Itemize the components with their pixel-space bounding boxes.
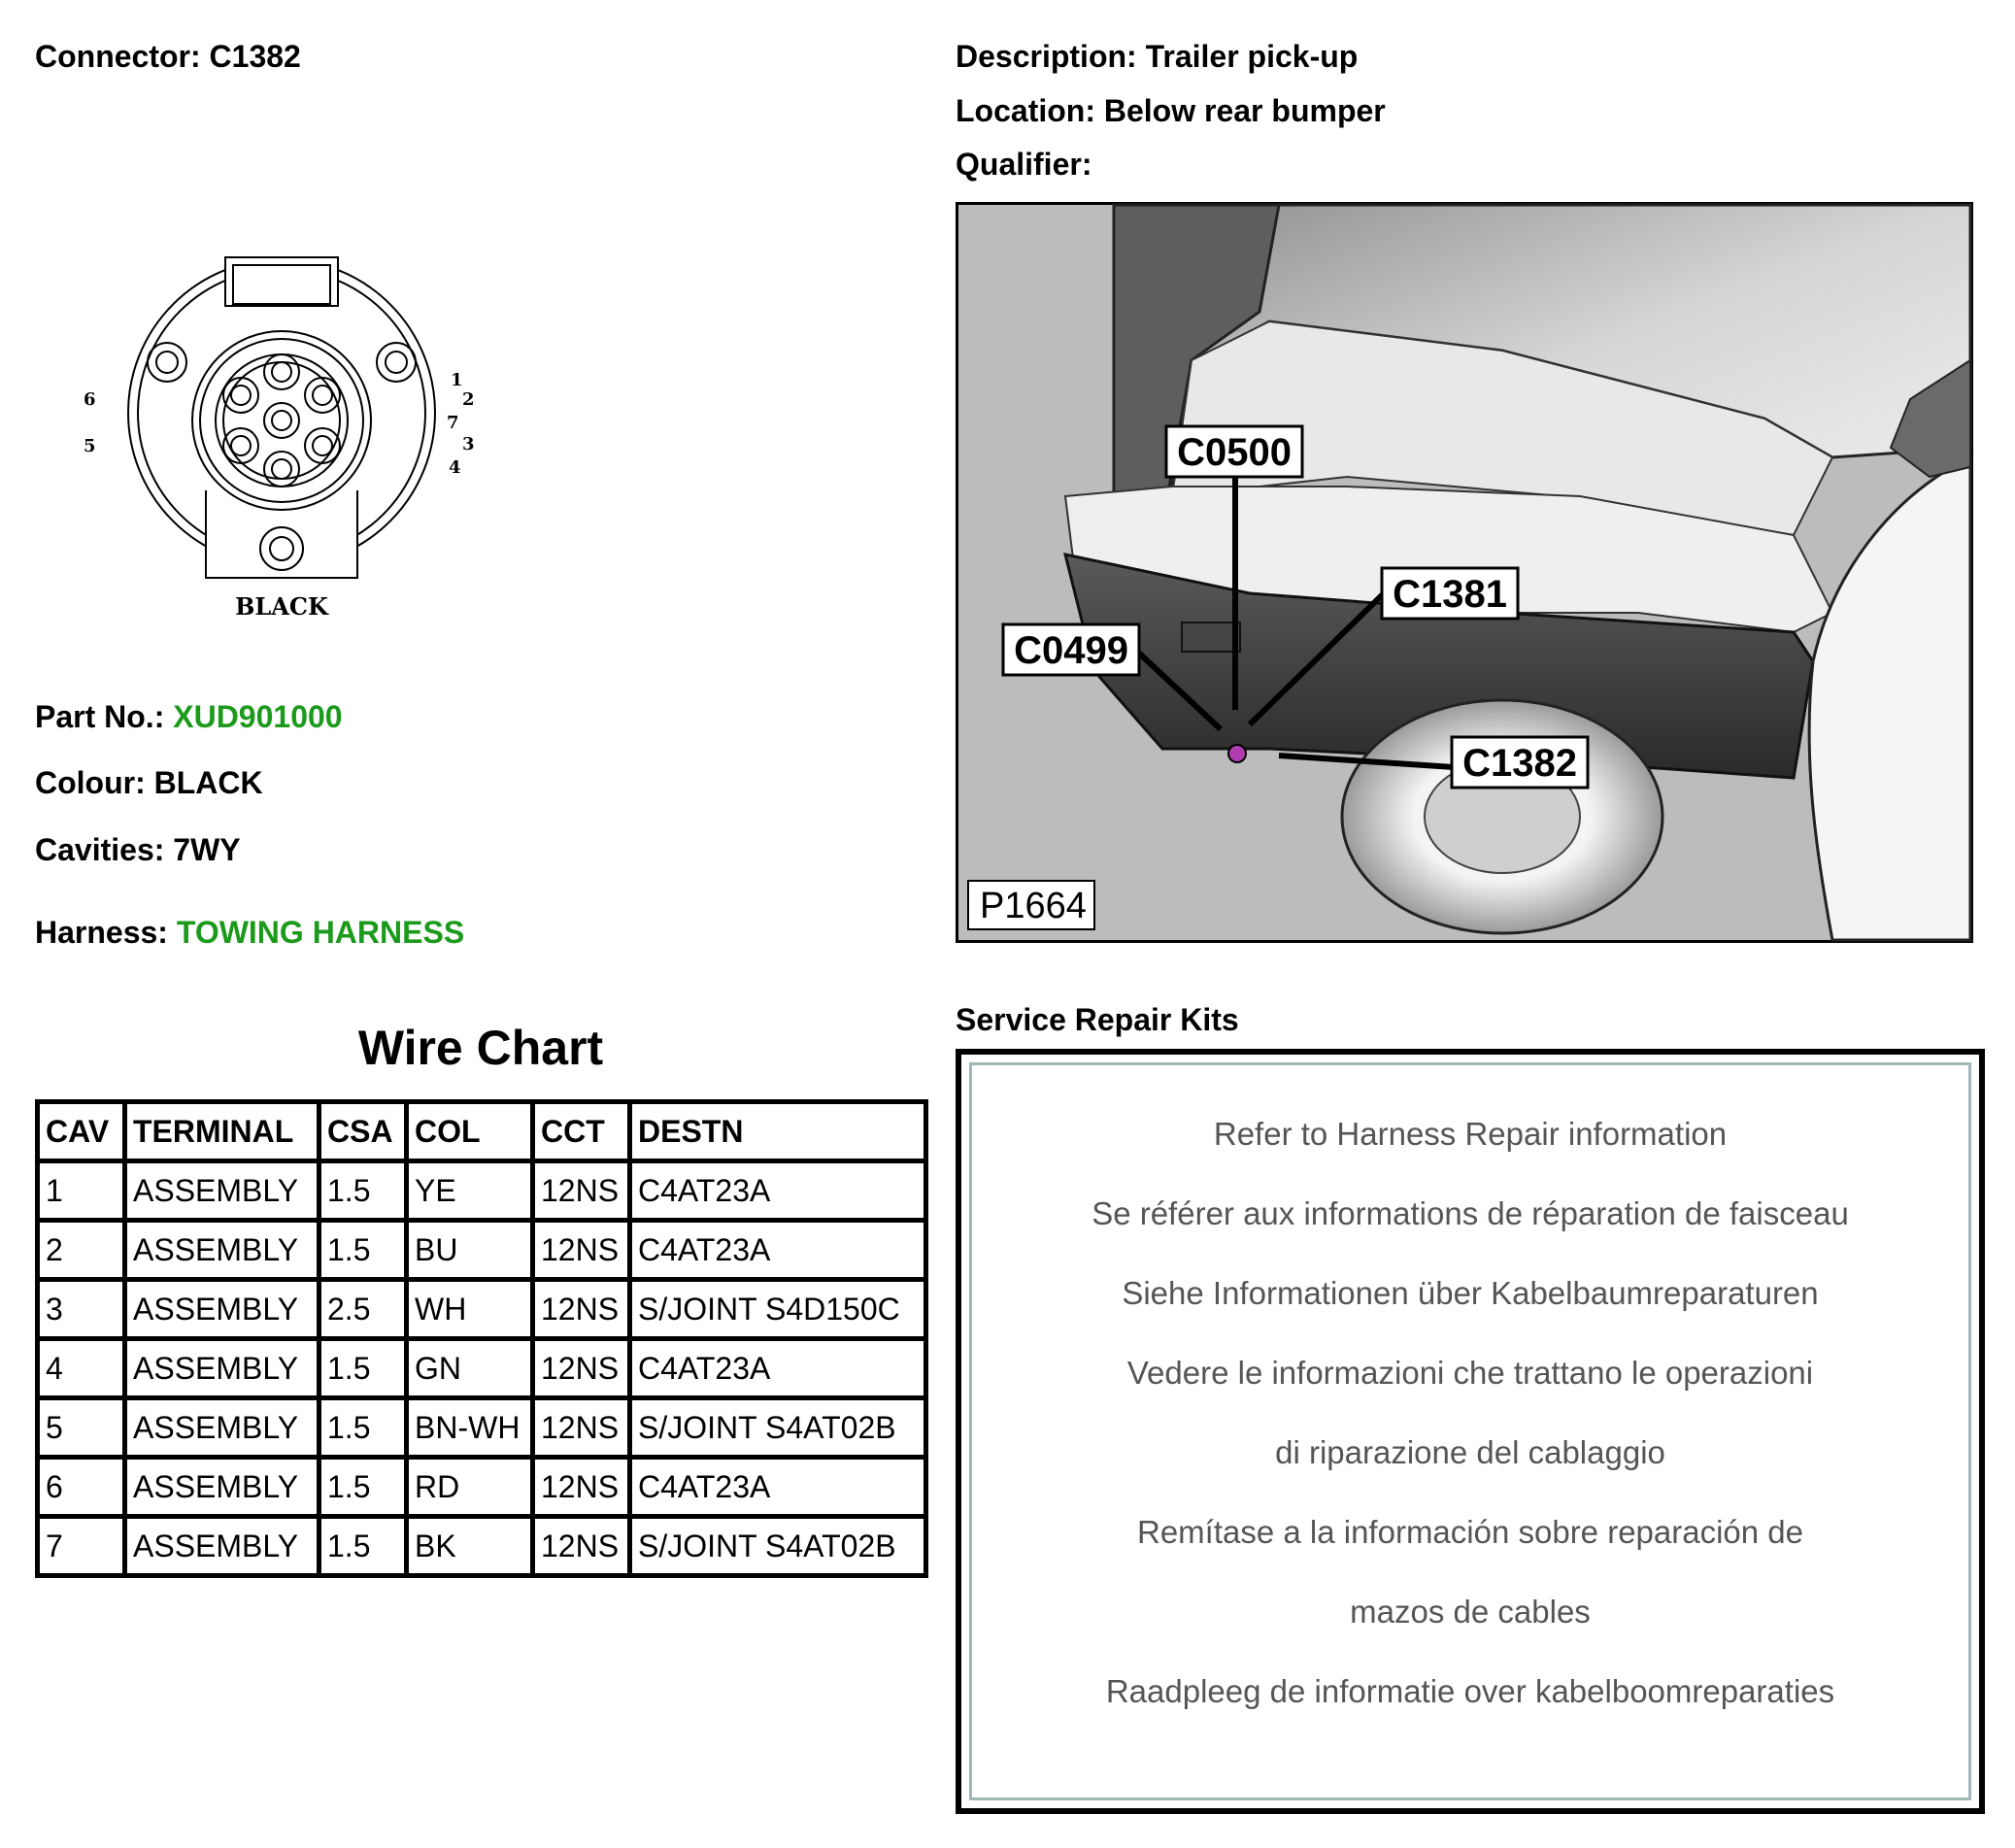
cell-csa: 1.5 — [319, 1398, 407, 1458]
part-line — [35, 699, 343, 735]
harness-label: Harness: — [35, 915, 168, 950]
table-header-row — [38, 1102, 926, 1161]
part-number-link[interactable]: XUD901000 — [173, 699, 343, 734]
cell-cct: 12NS — [533, 1221, 630, 1280]
drawing-color-label: BLACK — [235, 592, 328, 621]
callout-c1382: C1382 — [1462, 742, 1577, 785]
callout-c0499: C0499 — [1014, 629, 1128, 672]
cell-cav: 2 — [38, 1221, 125, 1280]
cell-cav: 6 — [38, 1458, 125, 1517]
cell-cav: 5 — [38, 1398, 125, 1458]
table-row — [38, 1458, 926, 1517]
pin-label-1: 1 — [451, 370, 463, 390]
cell-csa: 2.5 — [319, 1280, 407, 1339]
cell-destn: C4AT23A — [630, 1221, 926, 1280]
cell-terminal: ASSEMBLY — [125, 1221, 319, 1280]
connector-label: Connector: — [35, 39, 201, 74]
colour-line — [35, 765, 263, 801]
repair-line-es-2: mazos de cables — [1350, 1594, 1591, 1630]
cavities-line — [35, 832, 241, 868]
cell-destn: S/JOINT S4AT02B — [630, 1398, 926, 1458]
table-row — [38, 1398, 926, 1458]
pin-label-6: 6 — [84, 389, 96, 410]
cell-col: RD — [407, 1458, 533, 1517]
cell-destn: S/JOINT S4AT02B — [630, 1517, 926, 1576]
repair-line-it-1: Vedere le informazioni che trattano le operazioni — [1126, 1355, 1814, 1391]
colour-label: Colour: — [35, 765, 146, 800]
cell-destn: C4AT23A — [630, 1339, 926, 1398]
location-photo — [956, 202, 1973, 943]
cell-cct: 12NS — [533, 1339, 630, 1398]
table-row — [38, 1339, 926, 1398]
cell-col: BU — [407, 1221, 533, 1280]
wire-chart-table — [35, 1099, 928, 1578]
pin-label-7: 7 — [447, 413, 459, 433]
cell-destn: C4AT23A — [630, 1161, 926, 1221]
description-label: Description: — [956, 39, 1137, 74]
cell-csa: 1.5 — [319, 1517, 407, 1576]
pin-label-3: 3 — [462, 434, 475, 454]
callout-c1381: C1381 — [1393, 573, 1507, 616]
repair-line-fr: Se référer aux informations de réparation de faisceau — [1091, 1195, 1849, 1231]
header-destn: DESTN — [630, 1102, 926, 1161]
header-csa: CSA — [319, 1102, 407, 1161]
repair-line-de: Siehe Informationen über Kabelbaumreparaturen — [1122, 1275, 1819, 1311]
table-row — [38, 1221, 926, 1280]
harness-line — [35, 915, 464, 951]
header-terminal: TERMINAL — [125, 1102, 319, 1161]
pin-label-4: 4 — [449, 457, 461, 478]
cell-cav: 1 — [38, 1161, 125, 1221]
cell-destn: S/JOINT S4D150C — [630, 1280, 926, 1339]
repair-kits-inner — [969, 1062, 1971, 1800]
qualifier-line — [956, 147, 1091, 183]
header-cav: CAV — [38, 1102, 125, 1161]
cell-cav: 7 — [38, 1517, 125, 1576]
cavities-label: Cavities: — [35, 832, 165, 867]
cell-cct: 12NS — [533, 1280, 630, 1339]
header-cct: CCT — [533, 1102, 630, 1161]
repair-line-it-2: di riparazione del cablaggio — [1275, 1434, 1665, 1470]
cell-terminal: ASSEMBLY — [125, 1398, 319, 1458]
pin-label-5: 5 — [84, 436, 96, 456]
cell-csa: 1.5 — [319, 1221, 407, 1280]
cell-col: GN — [407, 1339, 533, 1398]
cell-cct: 12NS — [533, 1517, 630, 1576]
vehicle-rear-illustration — [958, 205, 1970, 940]
wire-chart-title: Wire Chart — [357, 1021, 604, 1075]
cell-cct: 12NS — [533, 1398, 630, 1458]
cell-csa: 1.5 — [319, 1339, 407, 1398]
cavities-value: 7WY — [173, 832, 241, 867]
cell-col: BK — [407, 1517, 533, 1576]
repair-kits-title: Service Repair Kits — [956, 1002, 1239, 1037]
repair-line-nl: Raadpleeg de informatie over kabelboomreparaties — [1105, 1673, 1835, 1709]
cell-cct: 12NS — [533, 1161, 630, 1221]
cell-destn: C4AT23A — [630, 1458, 926, 1517]
header-col: COL — [407, 1102, 533, 1161]
location-value: Below rear bumper — [1103, 93, 1386, 128]
harness-link[interactable]: TOWING HARNESS — [176, 915, 465, 950]
callout-c0500: C0500 — [1177, 431, 1292, 474]
qualifier-label: Qualifier: — [956, 147, 1092, 182]
part-label: Part No.: — [35, 699, 165, 734]
location-label: Location: — [956, 93, 1095, 128]
cell-terminal: ASSEMBLY — [125, 1339, 319, 1398]
repair-line-es-1: Remítase a la información sobre reparación de — [1136, 1514, 1804, 1550]
cell-cct: 12NS — [533, 1458, 630, 1517]
connector-line — [35, 39, 301, 75]
cell-terminal: ASSEMBLY — [125, 1517, 319, 1576]
table-row — [38, 1517, 926, 1576]
repair-kits-box — [956, 1049, 1985, 1814]
cell-cav: 3 — [38, 1280, 125, 1339]
photo-reference: P1664 — [980, 886, 1087, 926]
cell-csa: 1.5 — [319, 1458, 407, 1517]
cell-terminal: ASSEMBLY — [125, 1458, 319, 1517]
colour-value: BLACK — [153, 765, 263, 800]
connector-location-marker — [1228, 745, 1246, 762]
location-line — [956, 93, 1386, 129]
cell-cav: 4 — [38, 1339, 125, 1398]
cell-col: WH — [407, 1280, 533, 1339]
cell-col: YE — [407, 1161, 533, 1221]
table-row — [38, 1161, 926, 1221]
cell-terminal: ASSEMBLY — [125, 1280, 319, 1339]
description-value: Trailer pick-up — [1145, 39, 1359, 74]
table-row — [38, 1280, 926, 1339]
connector-value: C1382 — [209, 39, 301, 74]
cell-terminal: ASSEMBLY — [125, 1161, 319, 1221]
pin-label-2: 2 — [462, 389, 475, 410]
repair-line-en: Refer to Harness Repair information — [1213, 1116, 1728, 1152]
cell-csa: 1.5 — [319, 1161, 407, 1221]
description-line — [956, 39, 1358, 75]
connector-face-drawing — [84, 248, 495, 636]
cell-col: BN-WH — [407, 1398, 533, 1458]
